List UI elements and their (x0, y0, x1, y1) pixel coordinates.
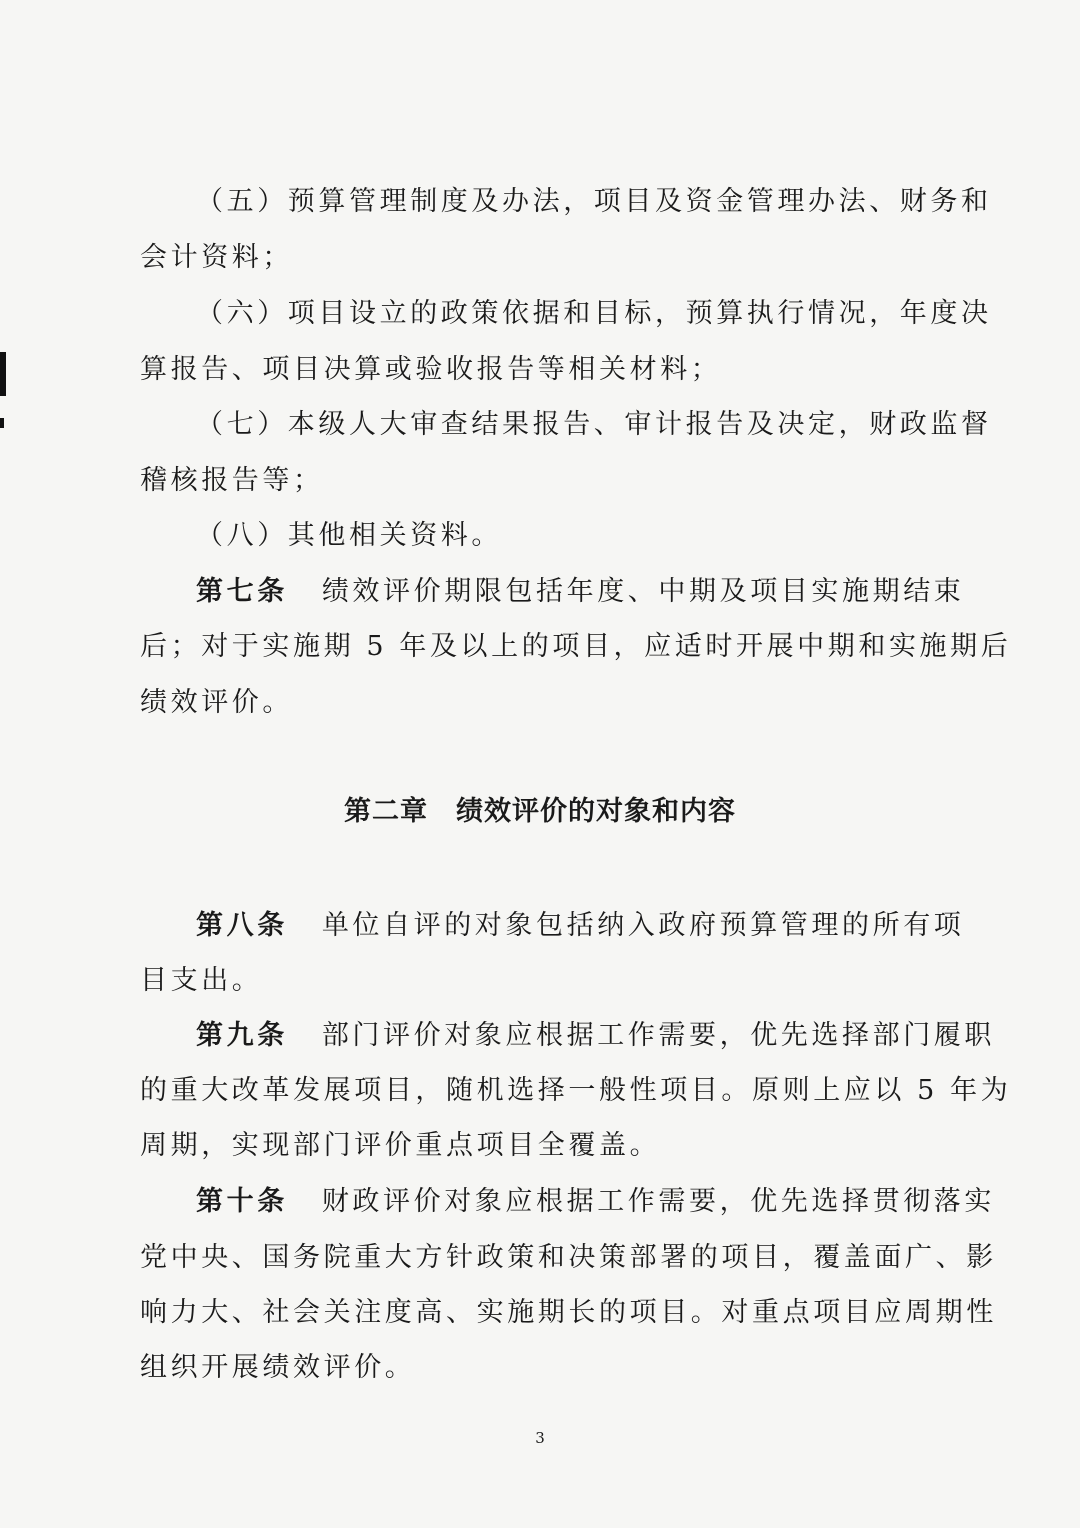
article-7-line-2: 后；对于实施期 5 年及以上的项目，应适时开展中期和实施期后 (140, 631, 1012, 662)
item-8-line-1: （八）其他相关资料。 (196, 520, 502, 551)
article-10-line-4: 组织开展绩效评价。 (140, 1352, 416, 1383)
item-5-line-1: （五）预算管理制度及办法，项目及资金管理办法、财务和 (196, 186, 992, 217)
item-6-line-1: （六）项目设立的政策依据和目标，预算执行情况，年度决 (196, 298, 992, 329)
scan-edge-mark (0, 352, 6, 396)
article-9-line-2: 的重大改革发展项目，随机选择一般性项目。原则上应以 5 年为 (140, 1075, 1012, 1106)
article-8-line-1 (196, 906, 964, 946)
chapter-heading (0, 792, 1080, 832)
article-10-line-2: 党中央、国务院重大方针政策和决策部署的项目，覆盖面广、影 (140, 1242, 997, 1273)
chapter-number: 第二章 (344, 796, 428, 827)
article-10-text: 财政评价对象应根据工作需要，优先选择贯彻落实 (321, 1186, 996, 1217)
article-8-text: 单位自评的对象包括纳入政府预算管理的所有项 (321, 910, 965, 941)
article-7-line-1 (196, 572, 964, 612)
article-8-line-2: 目支出。 (140, 965, 263, 996)
article-9-line-3: 周期，实现部门评价重点项目全覆盖。 (140, 1130, 661, 1161)
item-5-line-2: 会计资料； (140, 242, 293, 273)
scan-edge-mark (0, 418, 4, 428)
article-7-line-3: 绩效评价。 (140, 687, 293, 718)
item-6-line-2: 算报告、项目决算或验收报告等相关材料； (140, 354, 722, 385)
item-7-line-1: （七）本级人大审查结果报告、审计报告及决定，财政监督 (196, 409, 992, 440)
article-8-heading: 第八条 (196, 910, 288, 941)
article-9-heading: 第九条 (196, 1020, 288, 1051)
article-7-text: 绩效评价期限包括年度、中期及项目实施期结束 (321, 576, 965, 607)
article-10-heading: 第十条 (196, 1186, 288, 1217)
item-7-line-2: 稽核报告等； (140, 465, 324, 496)
chapter-title: 绩效评价的对象和内容 (456, 796, 736, 827)
article-7-heading: 第七条 (196, 576, 288, 607)
article-9-line-1 (196, 1016, 995, 1056)
article-10-line-1 (196, 1182, 995, 1222)
article-9-text: 部门评价对象应根据工作需要，优先选择部门履职 (321, 1020, 996, 1051)
article-10-line-3: 响力大、社会关注度高、实施期长的项目。对重点项目应周期性 (140, 1297, 997, 1328)
page-number: 3 (535, 1429, 545, 1447)
